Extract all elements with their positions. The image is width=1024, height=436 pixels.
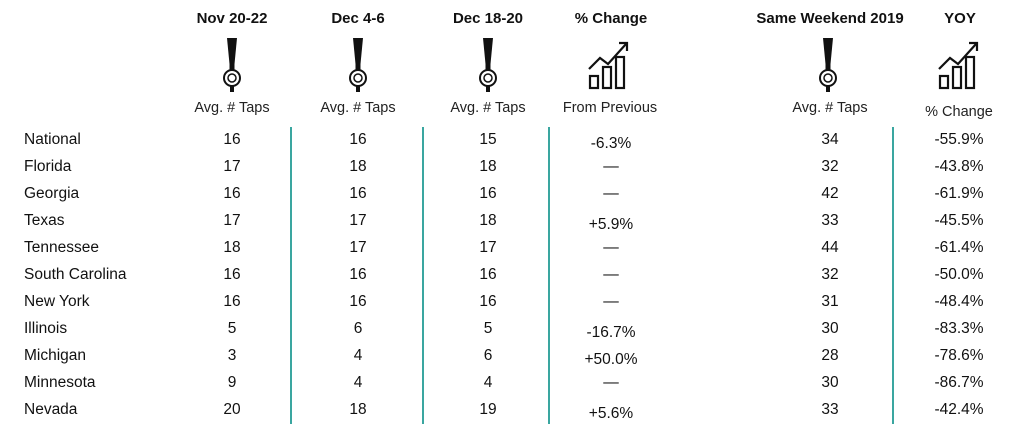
cell-dec18: 4 bbox=[483, 374, 493, 391]
cell-dec4: 4 bbox=[353, 374, 363, 391]
cell-dec4: 17 bbox=[349, 239, 367, 256]
beer-tap-icon bbox=[344, 36, 372, 94]
table-row bbox=[0, 234, 1024, 261]
cell-dec18: 16 bbox=[479, 185, 497, 202]
cell-dec18: 16 bbox=[479, 266, 497, 283]
cell-yoy: -61.9% bbox=[934, 185, 984, 202]
cell-chg: — bbox=[603, 185, 619, 202]
cell-dec4: 18 bbox=[349, 158, 367, 175]
cell-yoy: -55.9% bbox=[934, 131, 984, 148]
beer-tap-icon bbox=[218, 36, 246, 94]
state-label: New York bbox=[24, 293, 90, 310]
cell-dec18: 18 bbox=[479, 158, 497, 175]
subheader-same-weekend-2019: Avg. # Taps bbox=[792, 100, 868, 116]
cell-nov: 5 bbox=[227, 320, 237, 337]
table-row bbox=[0, 396, 1024, 423]
cell-dec18: 6 bbox=[483, 347, 493, 364]
cell-nov: 18 bbox=[223, 239, 241, 256]
cell-nov: 16 bbox=[223, 131, 241, 148]
subheader-nov-20-22: Avg. # Taps bbox=[194, 100, 270, 116]
subheader-dec-18-20: Avg. # Taps bbox=[450, 100, 526, 116]
cell-y2019: 34 bbox=[821, 131, 839, 148]
state-label: Nevada bbox=[24, 401, 78, 418]
cell-yoy: -86.7% bbox=[934, 374, 984, 391]
table-row bbox=[0, 261, 1024, 288]
growth-chart-icon bbox=[586, 38, 636, 90]
state-label: Illinois bbox=[24, 320, 68, 337]
cell-dec4: 16 bbox=[349, 185, 367, 202]
cell-dec4: 18 bbox=[349, 401, 367, 418]
table-row bbox=[0, 288, 1024, 315]
cell-y2019: 32 bbox=[821, 266, 839, 283]
cell-y2019: 42 bbox=[821, 185, 839, 202]
state-label: Tennessee bbox=[24, 239, 99, 256]
cell-y2019: 28 bbox=[821, 347, 839, 364]
cell-yoy: -83.3% bbox=[934, 320, 984, 337]
table-row bbox=[0, 207, 1024, 234]
cell-chg: -16.7% bbox=[586, 324, 636, 341]
cell-dec18: 18 bbox=[479, 212, 497, 229]
cell-nov: 16 bbox=[223, 293, 241, 310]
subheader-yoy: % Change bbox=[925, 104, 993, 120]
cell-dec4: 4 bbox=[353, 347, 363, 364]
cell-yoy: -45.5% bbox=[934, 212, 984, 229]
cell-nov: 20 bbox=[223, 401, 241, 418]
cell-y2019: 30 bbox=[821, 320, 839, 337]
cell-nov: 16 bbox=[223, 266, 241, 283]
state-label: Minnesota bbox=[24, 374, 96, 391]
beer-tap-icon bbox=[814, 36, 842, 94]
state-label: South Carolina bbox=[24, 266, 127, 283]
cell-y2019: 44 bbox=[821, 239, 839, 256]
header-pct-change: % Change bbox=[574, 10, 648, 27]
header-dec-18-20: Dec 18-20 bbox=[452, 10, 524, 27]
cell-y2019: 33 bbox=[821, 212, 839, 229]
header-dec-4-6: Dec 4-6 bbox=[331, 10, 385, 27]
cell-yoy: -42.4% bbox=[934, 401, 984, 418]
cell-dec18: 5 bbox=[483, 320, 493, 337]
cell-y2019: 32 bbox=[821, 158, 839, 175]
table-row bbox=[0, 369, 1024, 396]
cell-y2019: 31 bbox=[821, 293, 839, 310]
cell-dec18: 19 bbox=[479, 401, 497, 418]
cell-chg: +5.6% bbox=[588, 405, 634, 422]
cell-chg: +5.9% bbox=[588, 216, 634, 233]
subheader-dec-4-6: Avg. # Taps bbox=[320, 100, 396, 116]
cell-dec4: 6 bbox=[353, 320, 363, 337]
header-same-weekend-2019: Same Weekend 2019 bbox=[756, 10, 904, 27]
cell-chg: — bbox=[603, 158, 619, 175]
cell-y2019: 33 bbox=[821, 401, 839, 418]
cell-yoy: -78.6% bbox=[934, 347, 984, 364]
cell-chg: +50.0% bbox=[584, 351, 638, 368]
header-yoy: YOY bbox=[944, 10, 976, 27]
cell-nov: 3 bbox=[227, 347, 237, 364]
state-label: Michigan bbox=[24, 347, 87, 364]
growth-chart-icon bbox=[936, 38, 986, 90]
cell-dec4: 16 bbox=[349, 266, 367, 283]
table-row bbox=[0, 126, 1024, 153]
cell-chg: — bbox=[603, 293, 619, 310]
cell-dec4: 16 bbox=[349, 293, 367, 310]
header-nov-20-22: Nov 20-22 bbox=[196, 10, 268, 27]
cell-dec18: 16 bbox=[479, 293, 497, 310]
subheader-pct-change: From Previous bbox=[562, 100, 658, 116]
cell-nov: 9 bbox=[227, 374, 237, 391]
state-label: Georgia bbox=[24, 185, 80, 202]
cell-yoy: -43.8% bbox=[934, 158, 984, 175]
cell-dec18: 17 bbox=[479, 239, 497, 256]
cell-yoy: -50.0% bbox=[934, 266, 984, 283]
cell-y2019: 30 bbox=[821, 374, 839, 391]
state-label: Texas bbox=[24, 212, 65, 229]
cell-dec4: 16 bbox=[349, 131, 367, 148]
cell-yoy: -48.4% bbox=[934, 293, 984, 310]
cell-yoy: -61.4% bbox=[934, 239, 984, 256]
cell-chg: — bbox=[603, 239, 619, 256]
cell-nov: 17 bbox=[223, 212, 241, 229]
table-row bbox=[0, 342, 1024, 369]
cell-chg: -6.3% bbox=[590, 135, 632, 152]
beer-tap-icon bbox=[474, 36, 502, 94]
cell-dec18: 15 bbox=[479, 131, 497, 148]
state-label: Florida bbox=[24, 158, 72, 175]
table-row bbox=[0, 315, 1024, 342]
table-row bbox=[0, 153, 1024, 180]
table-row bbox=[0, 180, 1024, 207]
cell-nov: 16 bbox=[223, 185, 241, 202]
cell-chg: — bbox=[603, 374, 619, 391]
cell-nov: 17 bbox=[223, 158, 241, 175]
cell-dec4: 17 bbox=[349, 212, 367, 229]
state-label: National bbox=[24, 131, 81, 148]
cell-chg: — bbox=[603, 266, 619, 283]
